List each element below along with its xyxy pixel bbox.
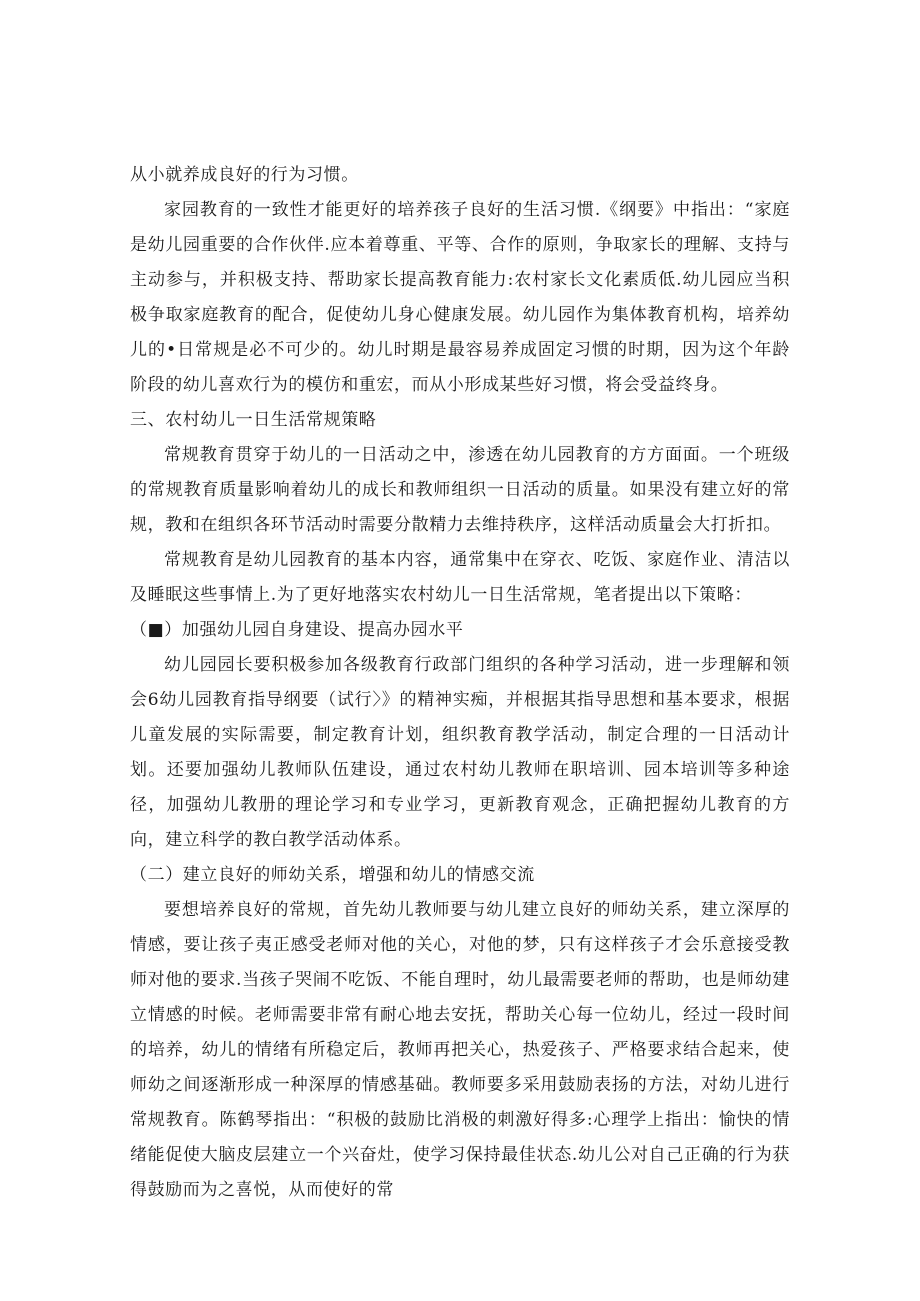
paragraph-teacher-child-relationship: 要想培养良好的常规，首先幼儿教师要与幼儿建立良好的师幼关系，建立深厚的情感，要让孩子夷正感受老师对他的关心，对他的梦，只有这样孩子才会乐意接受教师对他的要求.当孩子哭闹不吃饭、不能自理时，幼儿最需要老师的帮助，也是师幼建立情感的时候。老师需要非常有耐心地去安抚，帮助关心每一位幼儿，经过一段时间的培养，幼儿的情绪有所稳定后，教师再把关心，热爱孩子、严格要求结合起来，使师幼之间逐渐形成一种深厚的情感基础。教师要多采用鼓励表扬的方法，对幼儿进行常规教育。陈鹤琴指出：“积极的鼓励比消极的刺激好得多:心理学上指出：愉快的情绪能促使大脑皮层建立一个兴奋灶，使学习保持最佳状态.幼儿公对自己正确的行为获得鼓励而为之喜悦，从而使好的常 [130, 900, 790, 1200]
paragraph-continued: 从小就养成良好的行为习惯。 [130, 165, 359, 185]
paragraph-routine-content: 常规教育是幼儿园教育的基本内容，通常集中在穿衣、吃饭、家庭作业、清洁以及睡眠这些事情上.为了更好地落实农村幼儿一日生活常规，笔者提出以下策略： [130, 550, 790, 605]
paragraph-routine-education: 常规教育贯穿于幼儿的一日活动之中，渗透在幼儿园教育的方方面面。一个班级的常规教育质量影响着幼儿的成长和教师组织一日活动的质量。如果没有建立好的常规，教和在组织各环节活动时需要分散精力去维持秩序，这样活动质量会大打折扣。 [130, 445, 790, 535]
paragraph-kindergarten-building: 幼儿园园长要积极参加各级教育行政部门组织的各种学习活动，进一步理解和领会6幼儿园教育指导纲要（试行〉》的精神实痴，并根据其指导思想和基本要求，根据儿童发展的实际需要，制定教育计划，组织教育教学活动，制定合理的一日活动计划。还要加强幼儿教师队伍建设，通过农村幼儿教师在职培训、园本培训等多种途径，加强幼儿教册的理论学习和专业学习，更新教育观念，正确把握幼儿教育的方向，建立科学的教白教学活动体系。 [130, 655, 790, 850]
paragraph-home-school-consistency: 家园教育的一致性才能更好的培养孩子良好的生活习惯.《纲要》中指出：“家庭是幼儿园重要的合作伙伴.应本着尊重、平等、合作的原则，争取家长的理解、支持与主动参与，并积极支持、帮助家长提高教育能力:农村家长文化素质低.幼儿园应当积极争取家庭教育的配合，促使幼儿身心健康发展。幼儿园作为集体教育机构，培养幼儿的•日常规是必不可少的。幼儿时期是最容易养成固定习惯的时期，因为这个年龄阶段的幼儿喜欢行为的模仿和重宏，而从小形成某些好习惯，将会受益终身。 [130, 200, 790, 395]
section-heading-3: 三、农村幼儿一日生活常规策略 [130, 410, 377, 430]
document-body [130, 158, 790, 1208]
subsection-heading-1: （■）加强幼儿园自身建设、提高办园水平 [130, 620, 464, 640]
subsection-heading-2: （二）建立良好的师幼关系，增强和幼儿的情感交流 [130, 865, 535, 885]
